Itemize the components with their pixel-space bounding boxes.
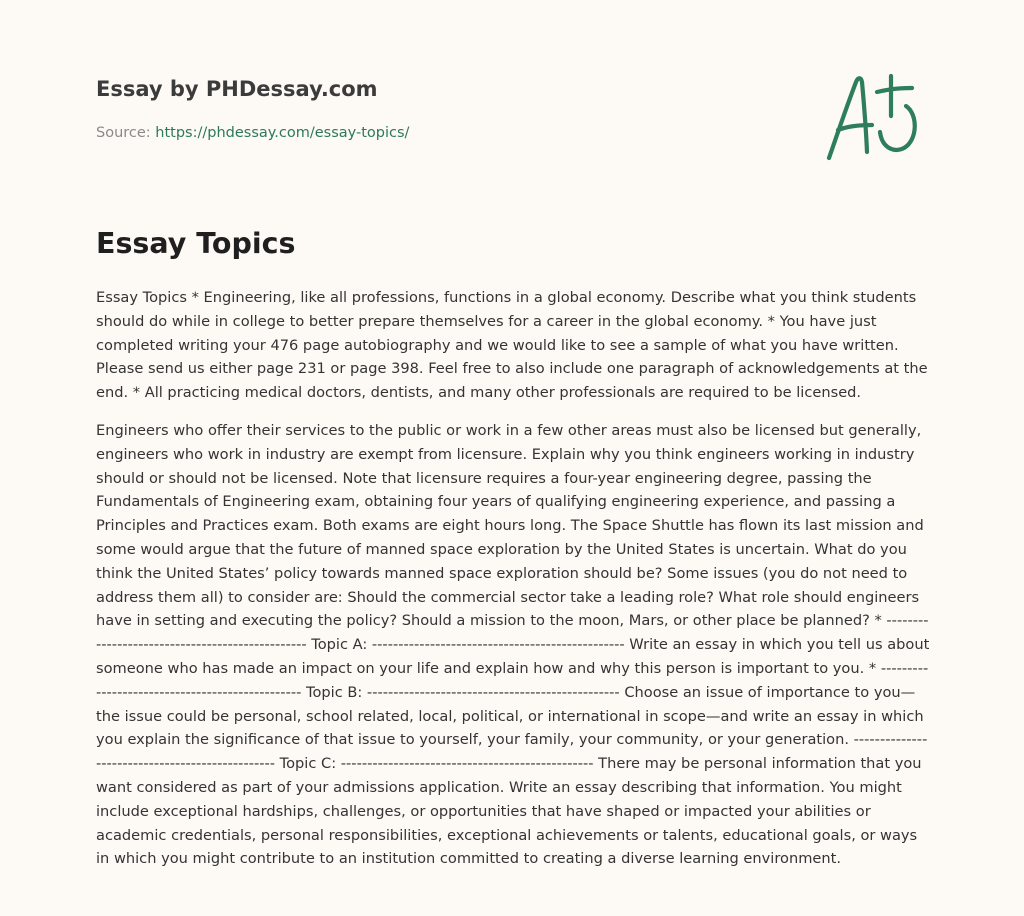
page-header <box>96 74 796 143</box>
source-label: Source: <box>96 125 151 141</box>
article-body <box>96 286 931 885</box>
article-paragraph: Engineers who offer their services to the public or work in a few other areas must also be licensed but generally, engineers who work in industry are exempt from licensure. Explain why you think engineers working in industry should or should not be licensed. Note that licensure requires a four-year engineering degree, passing the Fundamentals of Engineering exam, obtaining four years of qualifying engineering experience, and passing a Principles and Practices exam. Both exams are eight hours long. The Space Shuttle has flown its last mission and some would argue that the future of manned space exploration by the United States is uncertain. What do you think the United States’ policy towards manned space exploration should be? Some issues (you do not need to address them all) to consider are: Should the commercial sector take a leading role? What role should engineers have in setting and executing the policy? Should a mission to the moon, Mars, or other place be planned? * ------------------------------------------------ Topic A: ------------------------------------------------ Write an essay in which you tell us about someone who has made an impact on your life and explain how and why this person is important to you. * ------------------------------------------------ Topic B: ------------------------------------------------ Choose an issue of importance to you—the issue could be personal, school related, local, political, or international in scope—and write an essay in which you explain the significance of that issue to yourself, your family, your community, or your generation. ------------------------------------------------ Topic C: ------------------------------------------------ There may be personal information that you want considered as part of your admissions application. Write an essay describing that information. You might include exceptional hardships, challenges, or opportunities that have shaped or impacted your abilities or academic credentials, personal responsibilities, exceptional achievements or talents, educational goals, or ways in which you might contribute to an institution committed to creating a diverse learning environment. <box>96 421 930 868</box>
source-link[interactable]: https://phdessay.com/essay-topics/ <box>155 125 410 141</box>
brand-title: Essay by PHDessay.com <box>96 77 378 101</box>
source-line <box>96 123 796 143</box>
article-paragraph: Essay Topics * Engineering, like all professions, functions in a global economy. Describe what you think students should do while in college to better prepare themselves for a career in the global economy. * You have just completed writing your 476 page autobiography and we would like to see a sample of what you have written. Please send us either page 231 or page 398. Feel free to also include one paragraph of acknowledgements at the end. * All practicing medical doctors, dentists, and many other professionals are required to be licensed. <box>96 289 928 402</box>
article-title: Essay Topics <box>96 227 296 260</box>
a-plus-grade-icon <box>818 66 930 166</box>
